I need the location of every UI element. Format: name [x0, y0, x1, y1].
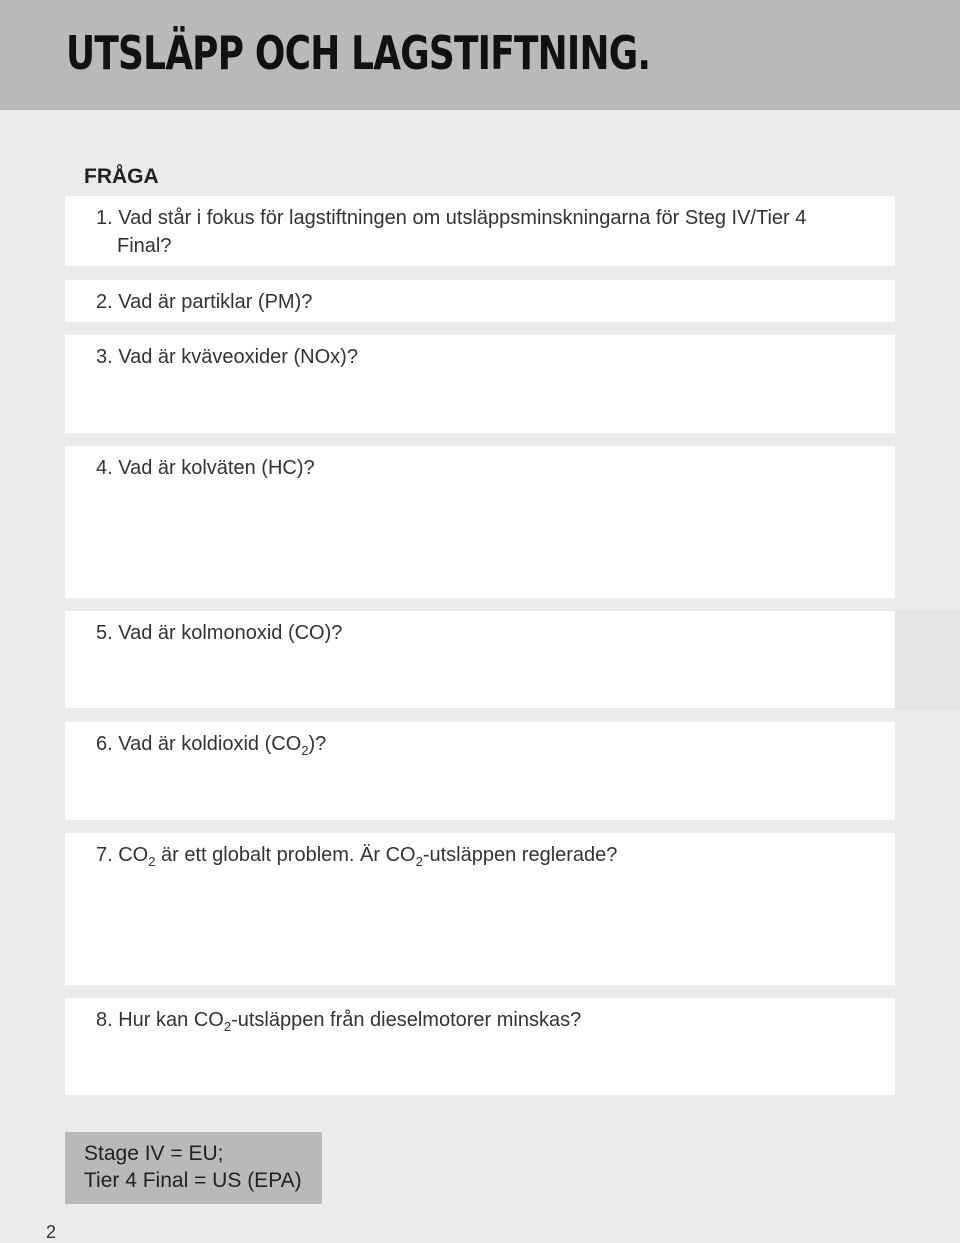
section-label: FRÅGA — [84, 165, 159, 188]
question-2-text: 2. Vad är partiklar (PM)? — [96, 291, 313, 313]
page-number: 2 — [46, 1222, 57, 1242]
footnote-box — [65, 1132, 322, 1204]
question-6-text: 6. Vad är koldioxid $(CO_2)$? — [96, 733, 327, 758]
question-3-text: 3. Vad är kväveoxider (NOx)? — [96, 346, 358, 368]
edge-strip — [894, 610, 960, 710]
question-5-box[interactable] — [65, 611, 895, 708]
question-6-box[interactable] — [65, 722, 895, 820]
question-4-box[interactable] — [65, 446, 895, 598]
question-5-text: 5. Vad är kolmonoxid (CO)? — [96, 622, 343, 644]
header-bar — [0, 0, 960, 110]
question-2-box[interactable] — [65, 280, 895, 322]
page-title: UTSLÄPP OCH LAGSTIFTNING. — [66, 26, 651, 80]
question-7-box[interactable] — [65, 833, 895, 985]
question-8-text: 8. Hur kan $CO_2$-utsläppen från dieselmotorer minskas? — [96, 1009, 582, 1034]
question-8-box[interactable] — [65, 998, 895, 1095]
question-3-box[interactable] — [65, 335, 895, 433]
question-1-box[interactable] — [65, 196, 895, 266]
footnote-line-1: Stage IV = EU; — [84, 1142, 224, 1165]
question-1-text: 1. Vad står i fokus för lagstiftningen om utsläppsminskningarna för Steg IV/Tier 4 Final? — [96, 207, 807, 257]
footnote-line-2: Tier 4 Final = US (EPA) — [84, 1169, 302, 1192]
question-4-text: 4. Vad är kolväten (HC)? — [96, 457, 315, 479]
question-7-text: 7. $CO_2$ är ett globalt problem. Är $CO_2$-utsläppen reglerade? — [96, 844, 618, 869]
